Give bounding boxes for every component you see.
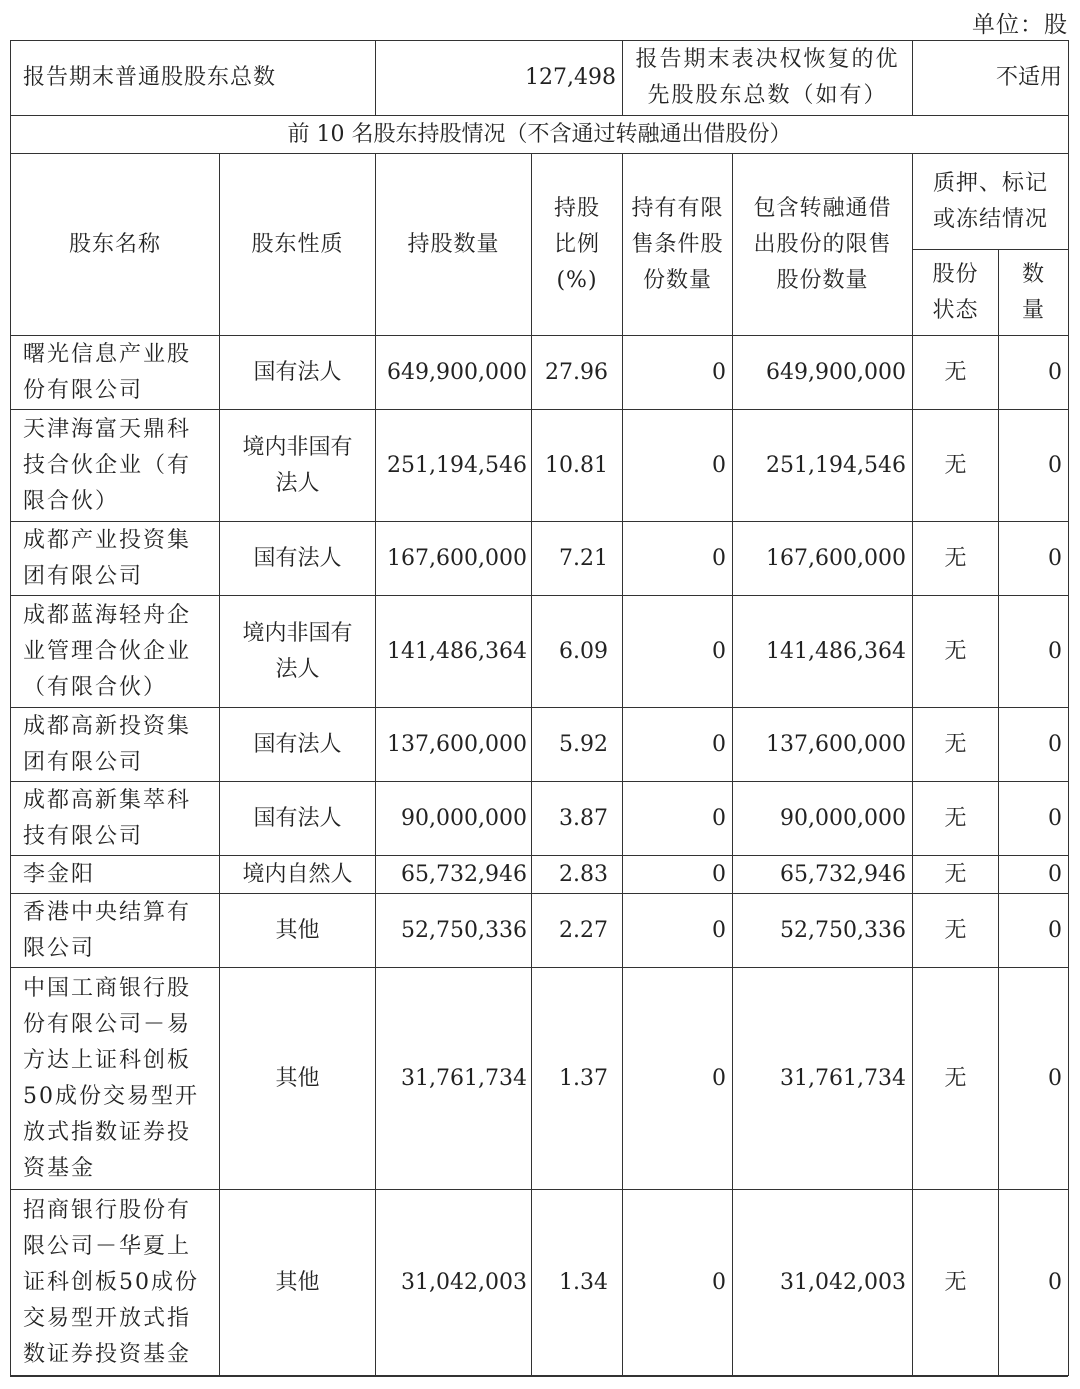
holding-ratio: 2.27 bbox=[532, 894, 623, 968]
pledge-status: 无 bbox=[913, 894, 999, 968]
pledge-status: 无 bbox=[913, 336, 999, 410]
shares-held: 90,000,000 bbox=[376, 782, 532, 856]
restricted-shares: 0 bbox=[623, 522, 733, 596]
shares-held: 251,194,546 bbox=[376, 410, 532, 522]
holding-ratio: 1.37 bbox=[532, 968, 623, 1190]
restricted-incl-lending: 167,600,000 bbox=[733, 522, 913, 596]
pledge-status: 无 bbox=[913, 596, 999, 708]
shareholder-nature: 国有法人 bbox=[220, 782, 376, 856]
holding-ratio: 3.87 bbox=[532, 782, 623, 856]
preferred-holders-label: 报告期末表决权恢复的优先股股东总数（如有） bbox=[623, 41, 913, 116]
restricted-incl-lending: 141,486,364 bbox=[733, 596, 913, 708]
holding-ratio: 2.83 bbox=[532, 856, 623, 894]
section-title: 前 10 名股东持股情况（不含通过转融通出借股份） bbox=[11, 116, 1069, 154]
pledge-qty: 0 bbox=[999, 782, 1069, 856]
shareholder-name: 中国工商银行股份有限公司－易方达上证科创板50成份交易型开放式指数证券投资基金 bbox=[11, 968, 220, 1190]
header-shares: 持股数量 bbox=[376, 154, 532, 336]
pledge-qty: 0 bbox=[999, 336, 1069, 410]
table-row bbox=[11, 894, 1069, 968]
holding-ratio: 7.21 bbox=[532, 522, 623, 596]
pledge-qty: 0 bbox=[999, 596, 1069, 708]
restricted-shares: 0 bbox=[623, 708, 733, 782]
shareholder-nature: 其他 bbox=[220, 894, 376, 968]
shareholder-name: 曙光信息产业股份有限公司 bbox=[11, 336, 220, 410]
header-restricted-incl-lending: 包含转融通借出股份的限售股份数量 bbox=[733, 154, 913, 336]
pledge-qty: 0 bbox=[999, 894, 1069, 968]
restricted-incl-lending: 90,000,000 bbox=[733, 782, 913, 856]
restricted-shares: 0 bbox=[623, 410, 733, 522]
restricted-shares: 0 bbox=[623, 596, 733, 708]
table-row bbox=[11, 522, 1069, 596]
shareholder-nature: 境内非国有法人 bbox=[220, 410, 376, 522]
table-row bbox=[11, 410, 1069, 522]
shares-held: 52,750,336 bbox=[376, 894, 532, 968]
restricted-incl-lending: 251,194,546 bbox=[733, 410, 913, 522]
restricted-shares: 0 bbox=[623, 894, 733, 968]
table-row bbox=[11, 782, 1069, 856]
holding-ratio: 1.34 bbox=[532, 1190, 623, 1376]
pledge-qty: 0 bbox=[999, 968, 1069, 1190]
header-row-1 bbox=[11, 154, 1069, 250]
header-ratio: 持股比例(%) bbox=[532, 154, 623, 336]
section-title-row bbox=[11, 116, 1069, 154]
restricted-shares: 0 bbox=[623, 968, 733, 1190]
shares-held: 137,600,000 bbox=[376, 708, 532, 782]
restricted-incl-lending: 137,600,000 bbox=[733, 708, 913, 782]
restricted-incl-lending: 31,042,003 bbox=[733, 1190, 913, 1376]
shareholder-nature: 国有法人 bbox=[220, 708, 376, 782]
header-nature: 股东性质 bbox=[220, 154, 376, 336]
pledge-qty: 0 bbox=[999, 410, 1069, 522]
table-row bbox=[11, 596, 1069, 708]
shareholder-name: 香港中央结算有限公司 bbox=[11, 894, 220, 968]
restricted-shares: 0 bbox=[623, 336, 733, 410]
shareholder-nature: 其他 bbox=[220, 968, 376, 1190]
unit-label: 单位：股 bbox=[972, 12, 1068, 38]
shareholder-name: 成都高新集萃科技有限公司 bbox=[11, 782, 220, 856]
shares-held: 167,600,000 bbox=[376, 522, 532, 596]
restricted-shares: 0 bbox=[623, 856, 733, 894]
restricted-shares: 0 bbox=[623, 782, 733, 856]
pledge-qty: 0 bbox=[999, 1190, 1069, 1376]
restricted-incl-lending: 649,900,000 bbox=[733, 336, 913, 410]
pledge-qty: 0 bbox=[999, 522, 1069, 596]
restricted-incl-lending: 52,750,336 bbox=[733, 894, 913, 968]
summary-row bbox=[11, 41, 1069, 116]
table-row bbox=[11, 1190, 1069, 1376]
shareholder-name: 成都高新投资集团有限公司 bbox=[11, 708, 220, 782]
header-pledge-status: 股份状态 bbox=[913, 250, 999, 336]
preferred-holders-value: 不适用 bbox=[913, 41, 1069, 116]
table-row bbox=[11, 708, 1069, 782]
holding-ratio: 6.09 bbox=[532, 596, 623, 708]
shareholder-name: 招商银行股份有限公司－华夏上证科创板50成份交易型开放式指数证券投资基金 bbox=[11, 1190, 220, 1376]
common-holders-label: 报告期末普通股股东总数 bbox=[11, 41, 376, 116]
shares-held: 65,732,946 bbox=[376, 856, 532, 894]
pledge-status: 无 bbox=[913, 856, 999, 894]
pledge-status: 无 bbox=[913, 782, 999, 856]
table-row bbox=[11, 336, 1069, 410]
restricted-incl-lending: 31,761,734 bbox=[733, 968, 913, 1190]
shareholder-nature: 境内非国有法人 bbox=[220, 596, 376, 708]
table-row bbox=[11, 856, 1069, 894]
shares-held: 649,900,000 bbox=[376, 336, 532, 410]
table-bottom-cutoff bbox=[10, 1376, 1068, 1389]
holding-ratio: 5.92 bbox=[532, 708, 623, 782]
shareholder-name: 李金阳 bbox=[11, 856, 220, 894]
pledge-status: 无 bbox=[913, 708, 999, 782]
shares-held: 141,486,364 bbox=[376, 596, 532, 708]
restricted-incl-lending: 65,732,946 bbox=[733, 856, 913, 894]
table-row bbox=[11, 968, 1069, 1190]
shares-held: 31,042,003 bbox=[376, 1190, 532, 1376]
shareholder-name: 天津海富天鼎科技合伙企业（有限合伙） bbox=[11, 410, 220, 522]
shareholder-nature: 其他 bbox=[220, 1190, 376, 1376]
pledge-status: 无 bbox=[913, 410, 999, 522]
shareholder-nature: 国有法人 bbox=[220, 336, 376, 410]
common-holders-value: 127,498 bbox=[376, 41, 623, 116]
holding-ratio: 27.96 bbox=[532, 336, 623, 410]
pledge-qty: 0 bbox=[999, 856, 1069, 894]
pledge-qty: 0 bbox=[999, 708, 1069, 782]
header-pledge-qty: 数量 bbox=[999, 250, 1069, 336]
header-pledge-group: 质押、标记或冻结情况 bbox=[913, 154, 1069, 250]
shareholder-name: 成都产业投资集团有限公司 bbox=[11, 522, 220, 596]
pledge-status: 无 bbox=[913, 1190, 999, 1376]
pledge-status: 无 bbox=[913, 968, 999, 1190]
shareholder-nature: 境内自然人 bbox=[220, 856, 376, 894]
shares-held: 31,761,734 bbox=[376, 968, 532, 1190]
holding-ratio: 10.81 bbox=[532, 410, 623, 522]
restricted-shares: 0 bbox=[623, 1190, 733, 1376]
shareholder-name: 成都蓝海轻舟企业管理合伙企业（有限合伙） bbox=[11, 596, 220, 708]
shareholder-nature: 国有法人 bbox=[220, 522, 376, 596]
header-restricted: 持有有限售条件股份数量 bbox=[623, 154, 733, 336]
pledge-status: 无 bbox=[913, 522, 999, 596]
header-name: 股东名称 bbox=[11, 154, 220, 336]
shareholder-table bbox=[10, 40, 1069, 1376]
